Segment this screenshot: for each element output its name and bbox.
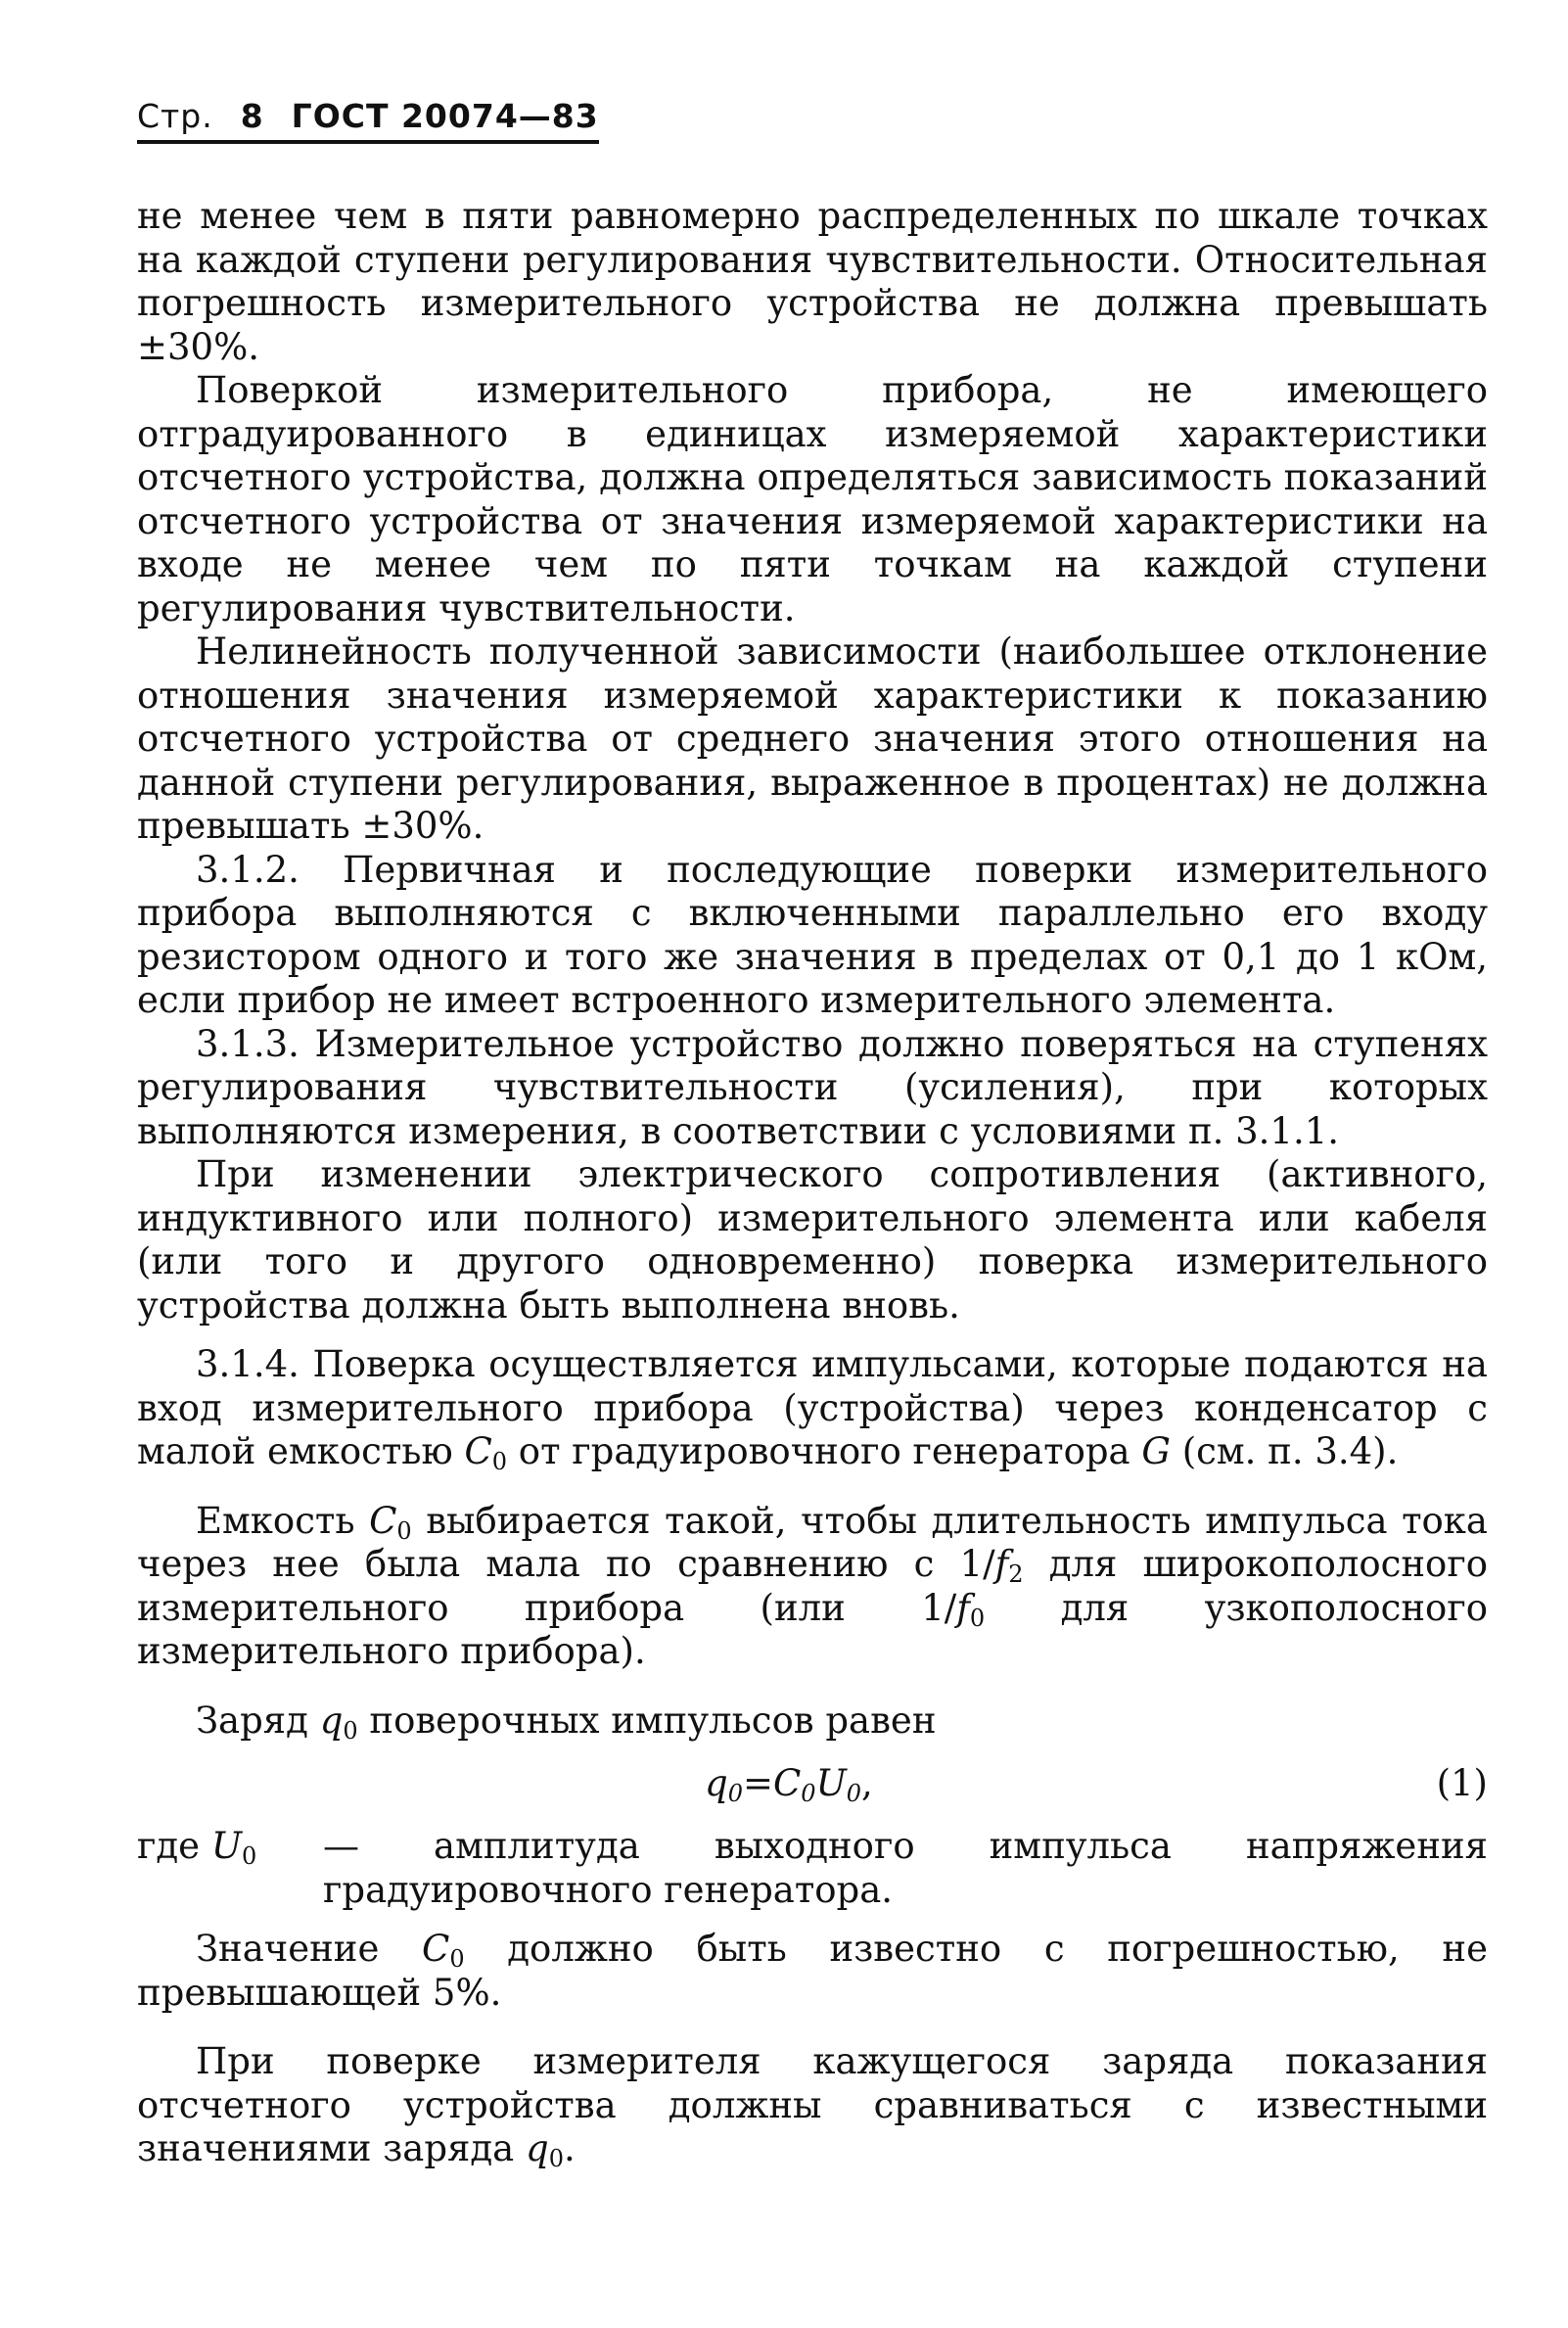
standard-designation: ГОСТ 20074—83 [291, 97, 599, 135]
formula-1 [137, 1756, 1488, 1815]
page-label: Стр. [137, 97, 213, 135]
clause-3-1-2: 3.1.2. Первичная и последующие поверки измерительного прибора выполняются с включенными параллельно его входу резистором одного и того же значения в пределах от 0,1 до 1 кОм, если прибор не имеет встроенного измерительного элемента. [137, 848, 1488, 1021]
formula-expression: $q_0=C_0U_0$, [705, 1762, 873, 1807]
page-header [137, 97, 599, 144]
document-page [137, 94, 1488, 2171]
page-number: 8 [240, 97, 264, 135]
paragraph-nonlinearity: Нелинейность полученной зависимости (наибольшее отклонение отношения значения измеряемой характеристики к показанию отсчетного устройства от среднего значения этого отношения на данной ступени регулирования, выраженное в процентах) не должна превышать ±30%. [137, 630, 1488, 847]
clause-3-1-3: 3.1.3. Измерительное устройство должно поверяться на ступенях регулирования чувствительности (усиления), при которых выполняются измерения, в соответствии с условиями п. 3.1.1. [137, 1022, 1488, 1152]
paragraph-apparent-charge: При поверке измерителя кажущегося заряда показания отсчетного устройства должны сравниваться с известными значениями заряда $q_0$. [137, 2040, 1488, 2172]
paragraph-charge: Заряд $q_0$ поверочных импульсов равен [196, 1699, 937, 1745]
paragraph-continuation: не менее чем в пяти равномерно распределенных по шкале точках на каждой ступени регулирования чувствительности. Относительная погрешность измерительного устройства не должна превышать ±30%. [137, 195, 1488, 368]
formula-number: (1) [1436, 1762, 1488, 1804]
paragraph-capacitance: Емкость $C_0$ выбирается такой, чтобы длительность импульса тока через нее была мала по сравнению с $1/f_2$ для широкополосного измерительного прибора (или $1/f_0$ для узкополосного измерительного прибора). [137, 1499, 1488, 1672]
formula-legend: где $U_0$ — амплитуда выходного импульса напряжения градуировочного генератора. [137, 1825, 1488, 1911]
paragraph-resistance-change: При изменении электрического сопротивления (активного, индуктивного или полного) измерительного элемента или кабеля (или того и другого одновременно) поверка измерительного устройства должна быть выполнена вновь. [137, 1153, 1488, 1327]
paragraph-calibration-ungraduated: Поверкой измерительного прибора, не имеющего отградуированного в единицах измеряемой характеристики отсчетного устройства, должна определяться зависимость показаний отсчетного устройства от значения измеряемой характеристики на входе не менее чем по пяти точкам на каждой ступени регулирования чувствительности. [137, 369, 1488, 629]
clause-3-1-4: 3.1.4. Поверка осуществляется импульсами, которые подаются на вход измерительного прибора (устройства) через конденсатор с малой емкостью $C_0$ от градуировочного генератора G (см. п. 3.4). [137, 1343, 1488, 1475]
paragraph-c0-accuracy: Значение $C_0$ должно быть известно с погрешностью, не превышающей 5%. [137, 1928, 1488, 2014]
